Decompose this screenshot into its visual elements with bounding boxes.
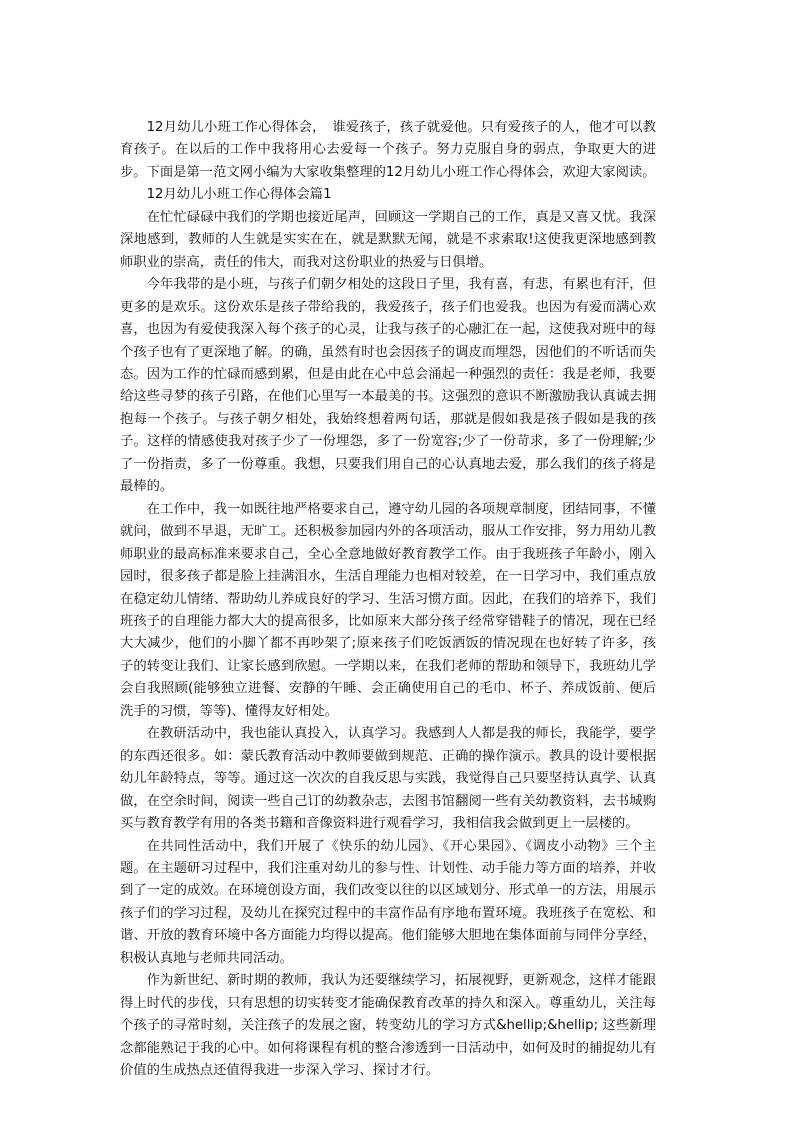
document-body [120,117,656,1082]
paragraph-teaching-research: 在教研活动中，我也能认真投入，认真学习。我感到人人都是我的师长，我能学，要学的东西还很多。如：蒙氏教育活动中教师要做到规范、正确的操作演示。教具的设计要根据幼儿年龄特点，等等。通过这一次次的自我反思与实践，我觉得自己只要坚持认真学、认真做，在空余时间，阅读一些自己订的幼教杂志，去图书馆翻阅一些有关幼教资料，去书城购买与教育教学有用的各类书籍和音像资料进行观看学习，我相信我会做到更上一层楼的。 [120,726,656,832]
intro-paragraph: 12月幼儿小班工作心得体会， 谁爱孩子，孩子就爱他。只有爱孩子的人，他才可以教育孩子。在以后的工作中我将用心去爱每一个孩子。努力克服自身的弱点，争取更大的进步。下面是第一范文网小编为大家收集整理的12月幼儿小班工作心得体会，欢迎大家阅读。 [120,120,656,180]
section-heading: 12月幼儿小班工作心得体会篇1 [146,187,332,203]
paragraph-new-era: 作为新世纪、新时期的教师，我认为还要继续学习，拓展视野，更新观念，这样才能跟得上时代的步伐，只有思想的切实转变才能确保教育改革的持久和深入。尊重幼儿，关注每个孩子的寻常时刻，关注孩子的发展之窗，转变幼儿的学习方式&hellip;&hellip; 这些新理念都能熟记于我的心中。如何将课程有机的整合渗透到一日活动中，如何及时的捕捉幼儿有价值的生成热点还值得我进一步深入学习、探讨才行。 [120,973,656,1079]
paragraph-common-activities: 在共同性活动中，我们开展了《快乐的幼儿园》、《开心果园》、《调皮小动物》三个主题。在主题研习过程中，我们注重对幼儿的参与性、计划性、动手能力等方面的培养，并收到了一定的成效。在环境创设方面，我们改变以往的以区域划分、形式单一的方法，用展示孩子们的学习过程，及幼儿在探究过程中的丰富作品有序地布置环境。我班孩子在宽松、和谐、开放的教育环境中各方面能力均得以提高。他们能够大胆地在集体面前与同伴分享经，积极认真地与老师共同活动。 [120,838,656,966]
paragraph-work: 在工作中，我一如既往地严格要求自己，遵守幼儿园的各项规章制度，团结同事，不懂就问，做到不早退，无旷工。还积极参加园内外的各项活动，服从工作安排，努力用幼儿教师职业的最高标准来要求自己，全心全意地做好教育教学工作。由于我班孩子年龄小，刚入园时，很多孩子都是脸上挂满泪水，生活自理能力也相对较差，在一日学习中，我们重点放在稳定幼儿情绪、帮助幼儿养成良好的学习、生活习惯方面。因此，在我们的培养下，我们班孩子的自理能力都大大的提高很多，比如原来大部分孩子经常穿错鞋子的情况，现在已经大大减少，他们的小脚丫都不再吵架了;原来孩子们吃饭洒饭的情况现在也好转了许多，孩子的转变让我们、让家长感到欣慰。一学期以来，在我们老师的帮助和领导下，我班幼儿学会自我照顾(能够独立进餐、安静的午睡、会正确使用自己的毛巾、杯子、养成饭前、便后洗手的习惯，等等)、懂得友好相处。 [120,501,656,719]
paragraph-reflection: 在忙忙碌碌中我们的学期也接近尾声，回顾这一学期自己的工作，真是又喜又忧。我深深地感到，教师的人生就是实实在在，就是默默无闻，就是不求索取!这使我更深地感到教师职业的崇高，责任的伟大，而我对这份职业的热爱与日俱增。 [120,209,656,270]
paragraph-class-life: 今年我带的是小班，与孩子们朝夕相处的这段日子里，我有喜，有悲，有累也有汗，但更多的是欢乐。这份欢乐是孩子带给我的，我爱孩子，孩子们也爱我。也因为有爱而满心欢喜，也因为有爱使我深入每个孩子的心灵，让我与孩子的心融汇在一起，这使我对班中的每个孩子也有了更深地了解。的确，虽然有时也会因孩子的调皮而埋怨，因他们的不听话而失态。因为工作的忙碌而感到累，但是由此在心中总会涌起一种强烈的责任：我是老师，我要给这些寻梦的孩子引路，在他们心里写一本最美的书。这强烈的意识不断激励我认真诚去拥抱每一个孩子。与孩子朝夕相处，我始终想着两句话，那就是假如我是孩子假如是我的孩子。这样的情感使我对孩子少了一份埋怨，多了一份宽容;少了一份苛求，多了一份理解;少了一份指责，多了一份尊重。我想，只要我们用自己的心认真地去爱，那么我们的孩子将是最棒的。 [120,277,656,495]
